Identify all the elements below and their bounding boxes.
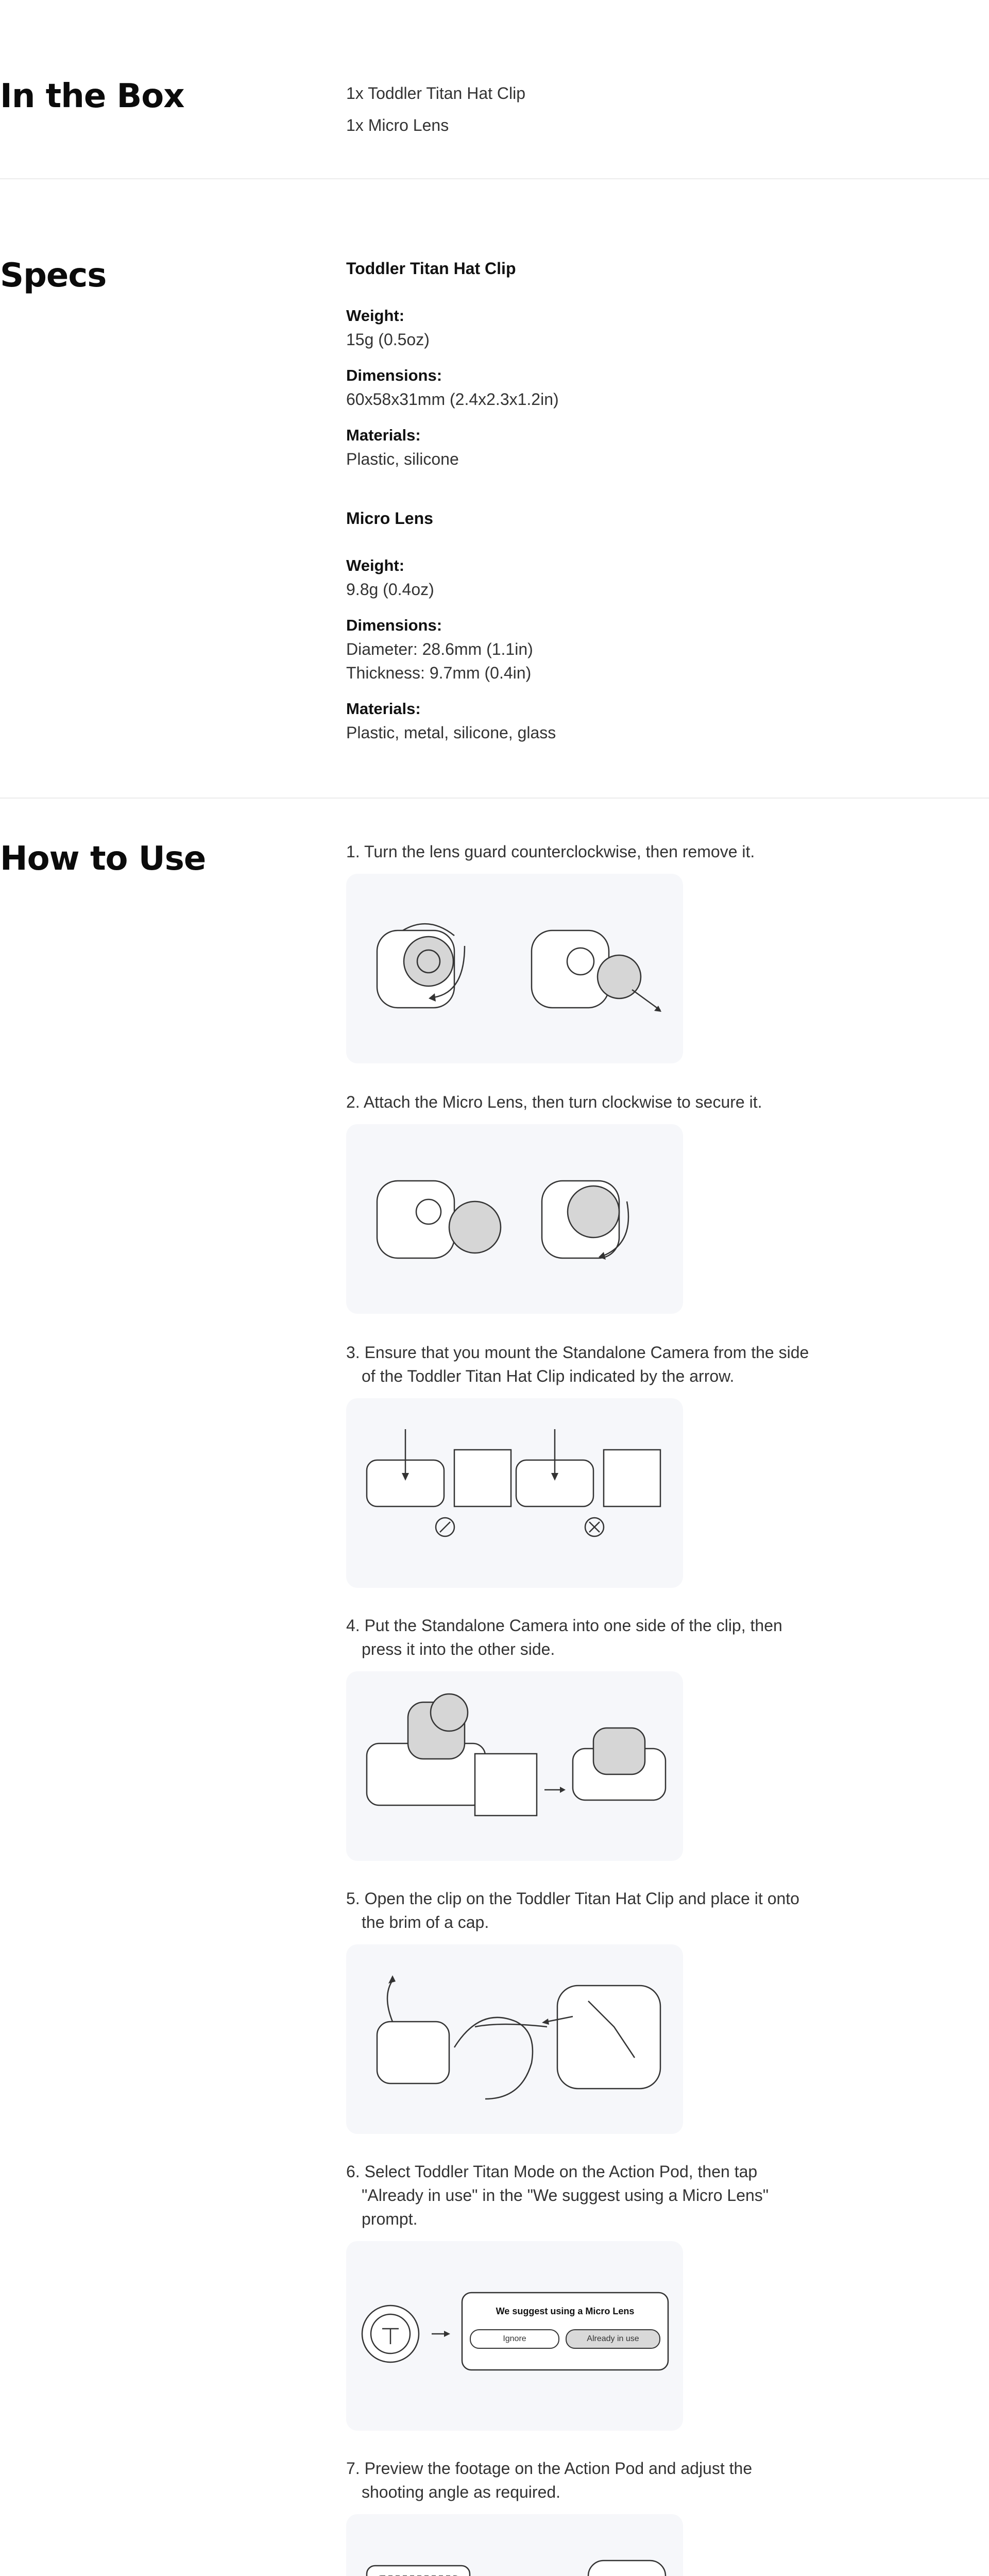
spec-label: Weight: [346, 307, 405, 325]
spec-group-title: Toddler Titan Hat Clip [346, 259, 516, 278]
spec-value: Diameter: 28.6mm (1.1in) [346, 640, 533, 658]
ignore-button[interactable]: Ignore [470, 2329, 559, 2349]
spec-value: Plastic, metal, silicone, glass [346, 723, 556, 742]
step-2 [346, 1090, 810, 1314]
already-in-use-button[interactable]: Already in use [566, 2329, 660, 2349]
box-item: 1x Micro Lens [346, 116, 449, 134]
step-illustration [346, 874, 683, 1063]
step-illustration [346, 1398, 683, 1588]
step-text: 3. Ensure that you mount the Standalone Camera from the side of the Toddler Titan Hat Clip indicated by the arrow. [346, 1343, 809, 1385]
how-to-use-section [0, 799, 989, 2576]
specs-section [0, 179, 989, 799]
step-illustration [346, 2514, 683, 2576]
box-item: 1x Toddler Titan Hat Clip [346, 84, 526, 103]
step-illustration [346, 2241, 683, 2431]
step-6 [346, 2160, 810, 2431]
step-text: 2. Attach the Micro Lens, then turn clockwise to secure it. [346, 1093, 762, 1111]
lens-guard-removal-illustration [346, 874, 683, 1063]
preview-footage-illustration [346, 2514, 683, 2576]
step-text: 1. Turn the lens guard counterclockwise, then remove it. [346, 842, 755, 861]
step-illustration [346, 1944, 683, 2134]
step-1 [346, 840, 810, 1063]
spec-label: Dimensions: [346, 366, 442, 384]
step-5 [346, 1887, 810, 2134]
spec-value: Thickness: 9.7mm (0.4in) [346, 664, 532, 682]
spec-value: 15g (0.5oz) [346, 330, 430, 349]
in-the-box-list [346, 77, 810, 141]
spec-value: 9.8g (0.4oz) [346, 580, 434, 599]
mount-direction-illustration [346, 1398, 683, 1588]
in-the-box-title: In the Box [0, 77, 184, 115]
spec-value: 60x58x31mm (2.4x2.3x1.2in) [346, 390, 559, 409]
prompt-title: We suggest using a Micro Lens [496, 2306, 635, 2316]
step-text: 5. Open the clip on the Toddler Titan Hat Clip and place it onto the brim of a cap. [346, 1889, 799, 1931]
step-4 [346, 1614, 810, 1861]
step-illustration [346, 1671, 683, 1861]
spec-value: Plastic, silicone [346, 450, 459, 468]
micro-lens-attach-illustration [346, 1124, 683, 1314]
spec-label: Materials: [346, 426, 421, 444]
how-to-use-title: How to Use [0, 840, 206, 878]
spec-label: Dimensions: [346, 616, 442, 634]
prompt-dialog [462, 2293, 668, 2370]
spec-group-micro-lens [346, 509, 810, 744]
spec-group-hat-clip [346, 259, 810, 471]
step-illustration [346, 1124, 683, 1314]
step-7 [346, 2456, 810, 2576]
step-3 [346, 1341, 810, 1588]
spec-group-title: Micro Lens [346, 509, 433, 528]
step-text: 4. Put the Standalone Camera into one side of the clip, then press it into the other side. [346, 1616, 782, 1658]
spec-label: Materials: [346, 700, 421, 718]
step-text: 7. Preview the footage on the Action Pod and adjust the shooting angle as required. [346, 2459, 753, 2501]
in-the-box-section [0, 0, 989, 179]
step-text: 6. Select Toddler Titan Mode on the Action Pod, then tap "Already in use" in the "We suggest using a Micro Lens" prompt. [346, 2162, 769, 2228]
cap-brim-illustration [346, 1944, 683, 2134]
camera-insert-illustration [346, 1671, 683, 1861]
specs-title: Specs [0, 257, 107, 295]
spec-label: Weight: [346, 556, 405, 574]
